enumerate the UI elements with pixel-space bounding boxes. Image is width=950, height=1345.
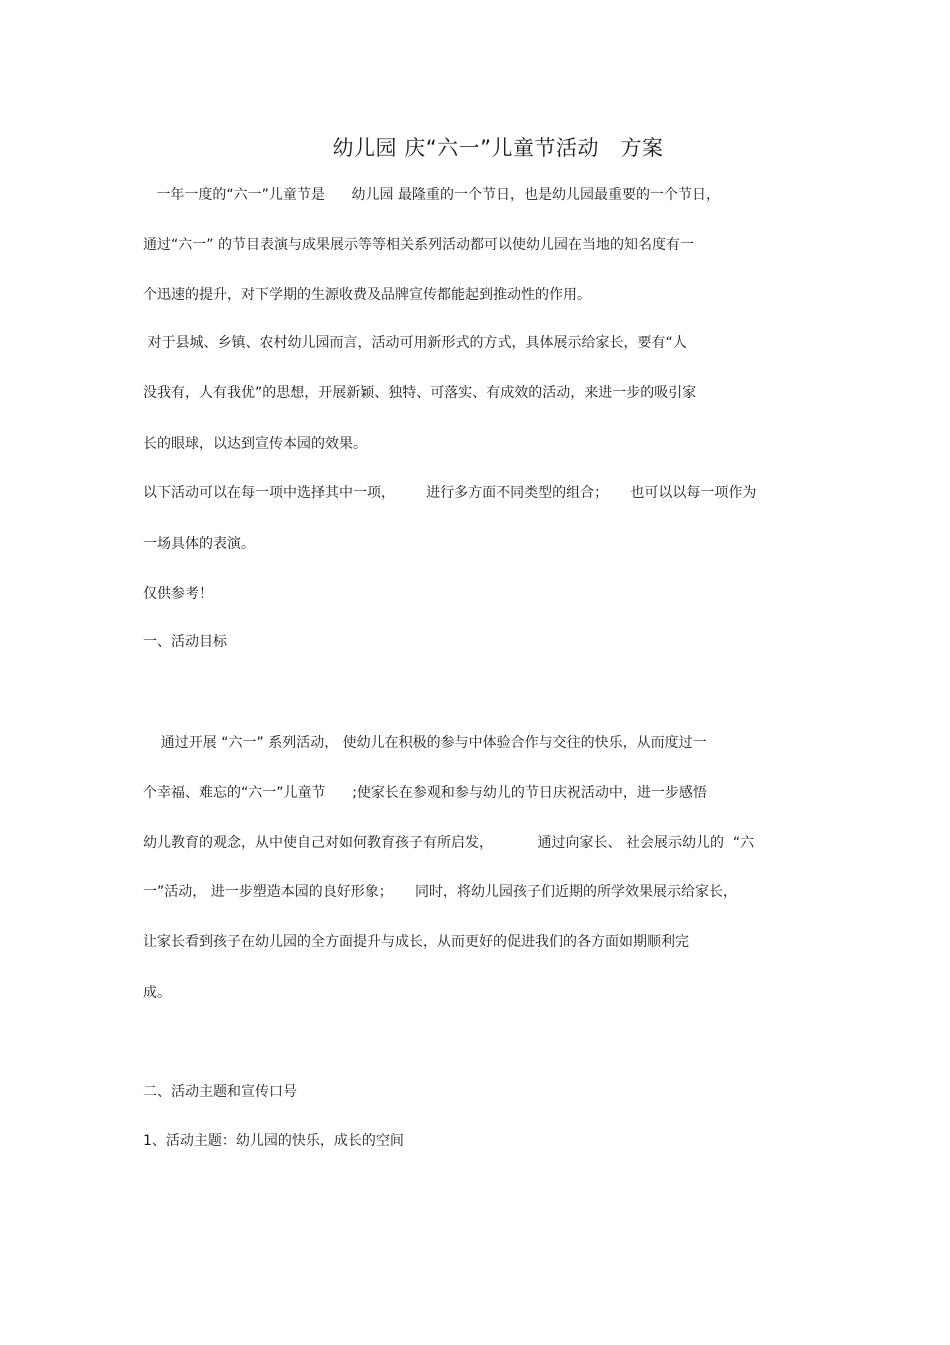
paragraph-line: 对于县城、乡镇、农村幼儿园而言，活动可用新形式的方式，具体展示给家长，要有“人	[143, 335, 687, 351]
paragraph-line: 让家长看到孩子在幼儿园的全方面提升与成长，从而更好的促进我们的各方面如期顺利完	[143, 934, 689, 950]
paragraph-line: 个迅速的提升，对下学期的生源收费及品牌宣传都能起到推动性的作用。	[143, 287, 591, 303]
paragraph-line: 个幸福、难忘的“六一”儿童节 ;使家长在参观和参与幼儿的节日庆祝活动中，进一步感悟	[143, 785, 707, 801]
section-heading: 一、活动目标	[143, 634, 227, 650]
paragraph-line: 仅供参考！	[143, 586, 213, 602]
paragraph-line: 通过“六一” 的节目表演与成果展示等等相关系列活动都可以使幼儿园在当地的知名度有一	[143, 237, 694, 253]
paragraph-line: 长的眼球，以达到宣传本园的效果。	[143, 436, 367, 452]
paragraph-line: 成。	[143, 985, 171, 1001]
document-title: 幼儿园 庆“六一”儿童节活动 方案	[332, 136, 664, 160]
paragraph-line: 一”活动， 进一步塑造本园的良好形象； 同时，将幼儿园孩子们近期的所学效果展示给家长，	[143, 884, 737, 900]
paragraph-line: 1、活动主题：幼儿园的快乐，成长的空间	[143, 1133, 404, 1149]
paragraph-line: 以下活动可以在每一项中选择其中一项， 进行多方面不同类型的组合； 也可以以每一项作为	[143, 485, 757, 501]
paragraph-line: 一年一度的“六一”儿童节是 幼儿园 最隆重的一个节日，也是幼儿园最重要的一个节日，	[143, 187, 721, 203]
section-heading: 二、活动主题和宣传口号	[143, 1084, 297, 1100]
paragraph-line: 一场具体的表演。	[143, 536, 255, 552]
paragraph-line: 没我有，人有我优”的思想，开展新颖、独特、可落实、有成效的活动，来进一步的吸引家	[143, 385, 697, 401]
paragraph-line: 通过开展 “六一” 系列活动， 使幼儿在积极的参与中体验合作与交往的快乐，从而度过一	[143, 735, 707, 751]
paragraph-line: 幼儿教育的观念，从中使自己对如何教育孩子有所启发， 通过向家长、 社会展示幼儿的 “六	[143, 835, 755, 851]
